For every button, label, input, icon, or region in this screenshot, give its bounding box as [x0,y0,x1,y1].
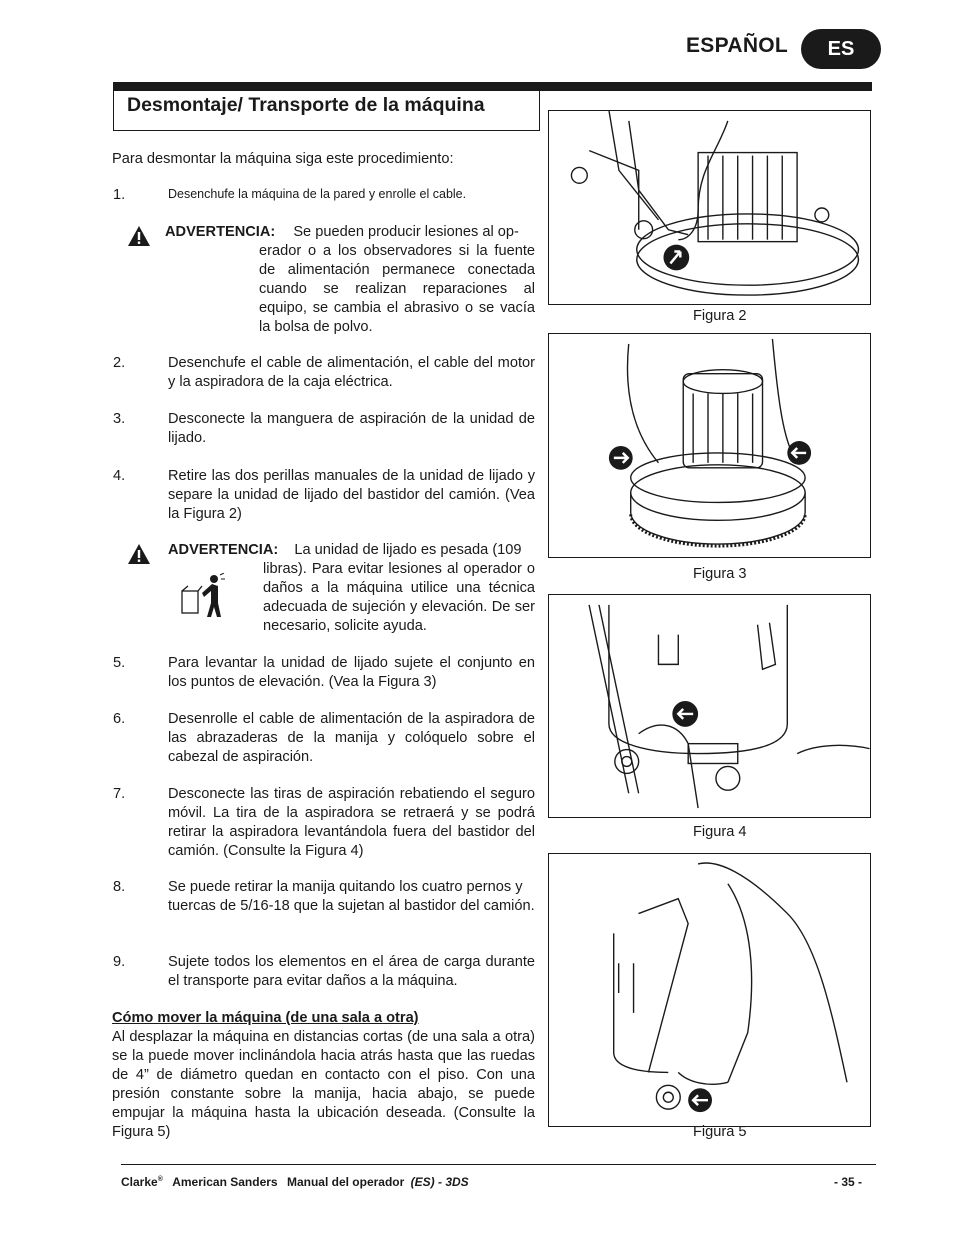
warning-1-label: ADVERTENCIA: [165,224,276,240]
step-number: 9. [113,954,126,970]
warning-triangle-icon [127,543,151,565]
step-text: Desenchufe el cable de alimentación, el cable del motor y la aspiradora de la caja eléctrica. [168,355,535,390]
figure-4-caption: Figura 4 [693,824,747,840]
figure-3-drawing [549,334,870,557]
step-number: 6. [113,711,126,727]
step-number: 3. [113,411,126,427]
warning-2-label: ADVERTENCIA: [168,542,279,558]
warning-2-first-line: La unidad de lijado es pesada (109 [294,542,522,558]
step-number: 8. [113,879,126,895]
header-rule [113,82,872,91]
section-title: Desmontaje/ Transporte de la máquina [127,94,485,116]
figure-5-image [548,853,871,1127]
section-title-box [113,91,540,131]
step-text: Desenchufe la máquina de la pared y enrolle el cable. [168,187,467,201]
step-text: Para levantar la unidad de lijado sujete el conjunto en los puntos de elevación. (Vea la Figura 3) [168,655,535,690]
heavy-lifting-icon [180,573,226,619]
figure-3-image [548,333,871,558]
footer-company: American Sanders [172,1175,278,1189]
footer-manual: Manual del operador [286,1175,405,1189]
warning-2 [168,541,535,560]
step-number: 7. [113,786,126,802]
figure-5-caption: Figura 5 [693,1124,747,1140]
footer-rule [121,1164,876,1165]
step-text: Se puede retirar la manija quitando los cuatro pernos y tuercas de 5/16-18 que la sujetan al bastidor del camión. [168,879,535,914]
figure-3-caption: Figura 3 [693,566,747,582]
warning-1 [165,223,535,242]
step-text: Sujete todos los elementos en el área de carga durante el transporte para evitar daños a la máquina. [168,954,535,989]
warning-triangle-icon [127,225,151,247]
figure-4-drawing [549,595,870,817]
moving-heading: Cómo mover la máquina (de una sala a otra) [112,1010,419,1026]
footer-edition: (ES) - 3DS [410,1175,469,1189]
step-text: Desenrolle el cable de alimentación de la aspiradora de las abrazaderas de la manija y colóquelo sobre el cabezal de aspiración. [168,711,535,765]
step-number: 4. [113,468,126,484]
figure-2-image [548,110,871,305]
step-number: 1. [113,187,126,203]
page-number: - 35 - [834,1175,863,1189]
figure-4-image [548,594,871,818]
warning-1-body: erador o a los observadores si la fuente de alimentación permanece conectada cuando se realizan reparaciones al equipo, se cambia el abrasivo o se vacía la bolsa de polvo. [259,243,535,335]
warning-1-first-line: Se pueden producir lesiones al op- [293,224,519,240]
footer-left [121,1175,469,1189]
moving-paragraph: Al desplazar la máquina en distancias cortas (de una sala a otra) se la puede mover inclinándola hacia atrás hasta que las ruedas de 4” de diámetro quedan en contacto con el piso. Con una presión constante sobre la manija, hacia abajo, se puede empujar la máquina hasta la ubicación deseada. (Consulte la Figura 5) [112,1029,535,1140]
language-badge: ES [801,29,881,69]
intro-paragraph: Para desmontar la máquina siga este procedimiento: [112,151,454,167]
figure-2-caption: Figura 2 [693,308,747,324]
footer-brand: Clarke [121,1175,158,1189]
warning-2-body: libras). Para evitar lesiones al operador o daños a la máquina utilice una técnica adecuada de sujeción y elevación. De ser necesario, solicite ayuda. [263,561,535,634]
language-label: ESPAÑOL [686,34,789,57]
step-text: Desconecte la manguera de aspiración de la unidad de lijado. [168,411,535,446]
footer-registered-mark: ® [157,1176,163,1183]
figure-5-drawing [549,854,870,1126]
step-text: Retire las dos perillas manuales de la unidad de lijado y separe la unidad de lijado del bastidor del camión. (Vea la Figura 2) [168,468,535,522]
step-text: Desconecte las tiras de aspiración rebatiendo el seguro móvil. La tira de la aspiradora se retraerá y se podrá retirar la aspiradora levantándola fuera del bastidor del camión. (Consulte la Figura 4) [168,786,535,859]
step-number: 2. [113,355,126,371]
step-number: 5. [113,655,126,671]
figure-2-drawing [549,111,870,304]
